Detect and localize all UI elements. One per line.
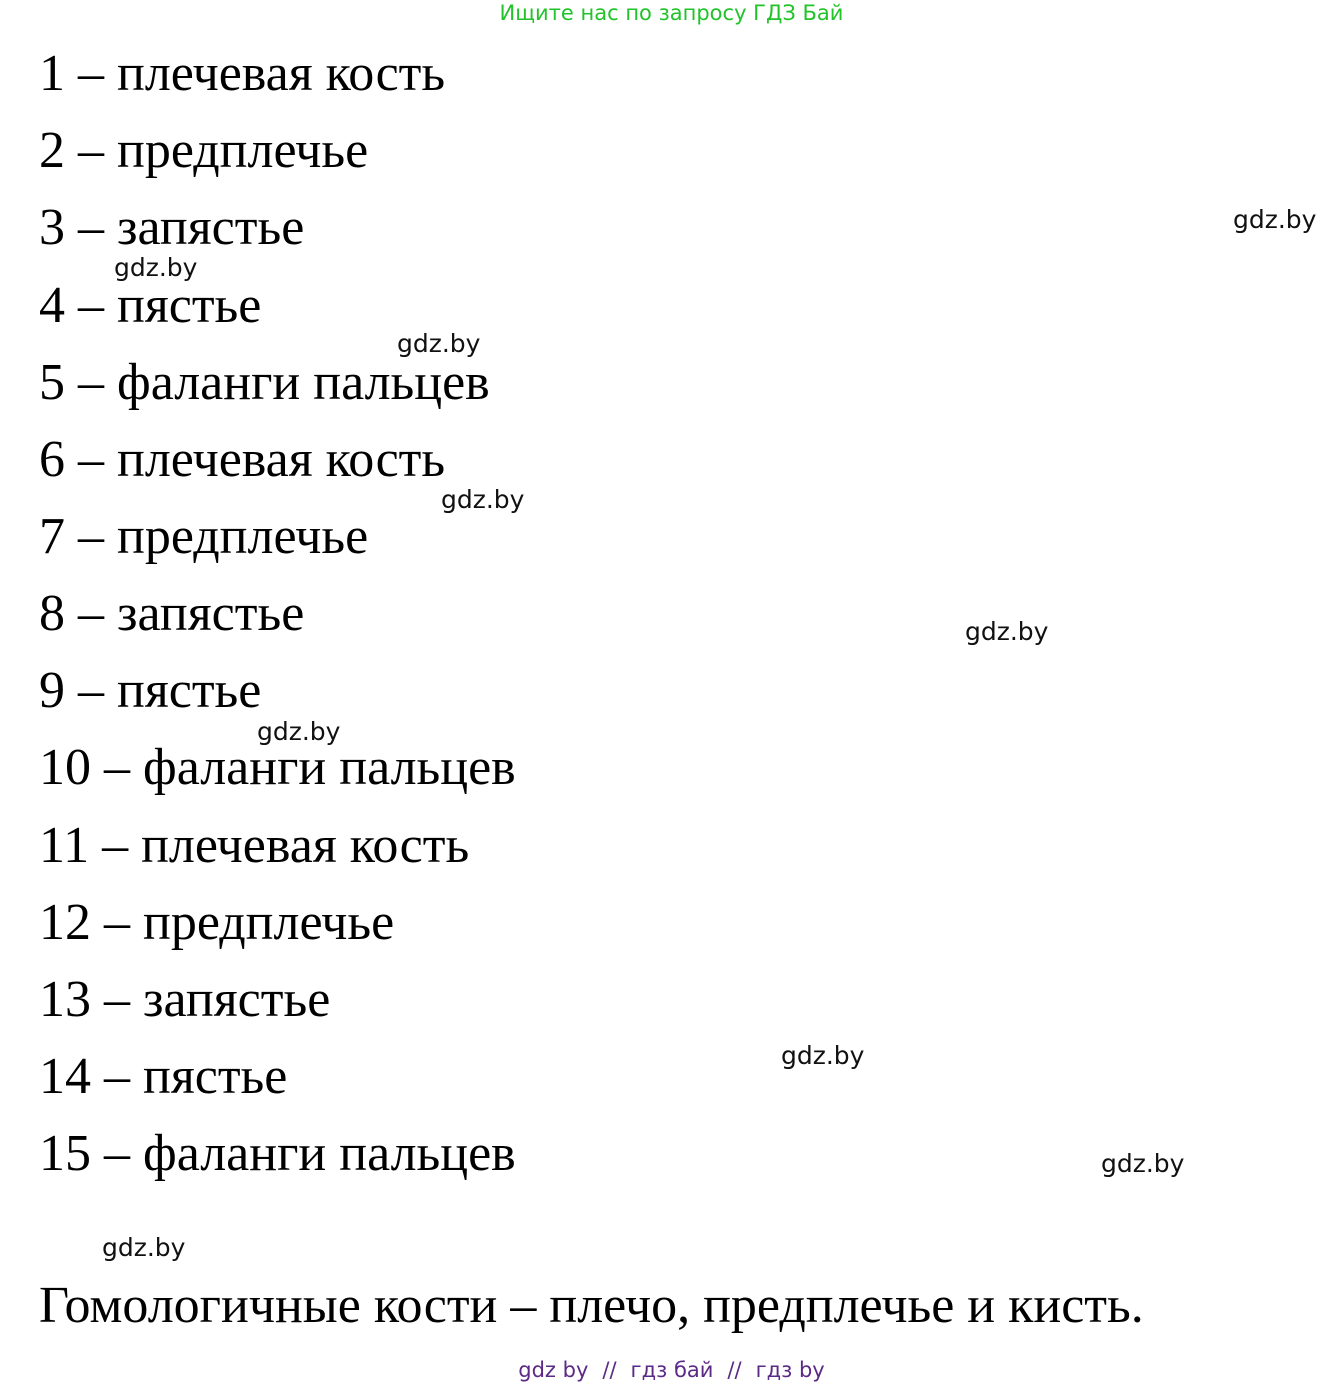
- answer-line-12: 12 – предплечье: [39, 894, 395, 951]
- answer-line-5: 5 – фаланги пальцев: [39, 354, 490, 411]
- watermark: gdz.by: [1101, 1149, 1185, 1178]
- watermark: gdz.by: [1233, 205, 1317, 234]
- footer-link-gdz-by[interactable]: gdz by: [518, 1358, 589, 1382]
- footer-link-gdz-by-cyr[interactable]: гдз by: [755, 1358, 825, 1382]
- answer-line-6: 6 – плечевая кость: [39, 431, 446, 488]
- footer-separator: //: [727, 1358, 742, 1382]
- answer-line-3: 3 – запястье: [39, 199, 305, 256]
- footer-link-gdz-bai[interactable]: гдз бай: [630, 1358, 714, 1382]
- answer-line-9: 9 – пястье: [39, 662, 262, 719]
- conclusion-text: Гомологичные кости – плечо, предплечье и кисть.: [39, 1277, 1144, 1334]
- watermark: gdz.by: [781, 1041, 865, 1070]
- answer-line-7: 7 – предплечье: [39, 508, 369, 565]
- answer-line-8: 8 – запястье: [39, 585, 305, 642]
- answer-line-14: 14 – пястье: [39, 1048, 288, 1105]
- answer-line-13: 13 – запястье: [39, 971, 331, 1028]
- watermark: gdz.by: [441, 485, 525, 514]
- answer-line-4: 4 – пястье: [39, 277, 262, 334]
- footer-links: [0, 1356, 1343, 1384]
- watermark: gdz.by: [114, 253, 198, 282]
- footer-separator: //: [602, 1358, 617, 1382]
- watermark: gdz.by: [397, 329, 481, 358]
- answer-line-2: 2 – предплечье: [39, 122, 369, 179]
- answer-line-10: 10 – фаланги пальцев: [39, 739, 516, 796]
- watermark: gdz.by: [102, 1233, 186, 1262]
- search-banner: Ищите нас по запросу ГДЗ Бай: [499, 1, 844, 25]
- answer-line-15: 15 – фаланги пальцев: [39, 1125, 516, 1182]
- answer-line-1: 1 – плечевая кость: [39, 45, 446, 102]
- answer-line-11: 11 – плечевая кость: [39, 817, 470, 874]
- watermark: gdz.by: [965, 617, 1049, 646]
- watermark: gdz.by: [257, 717, 341, 746]
